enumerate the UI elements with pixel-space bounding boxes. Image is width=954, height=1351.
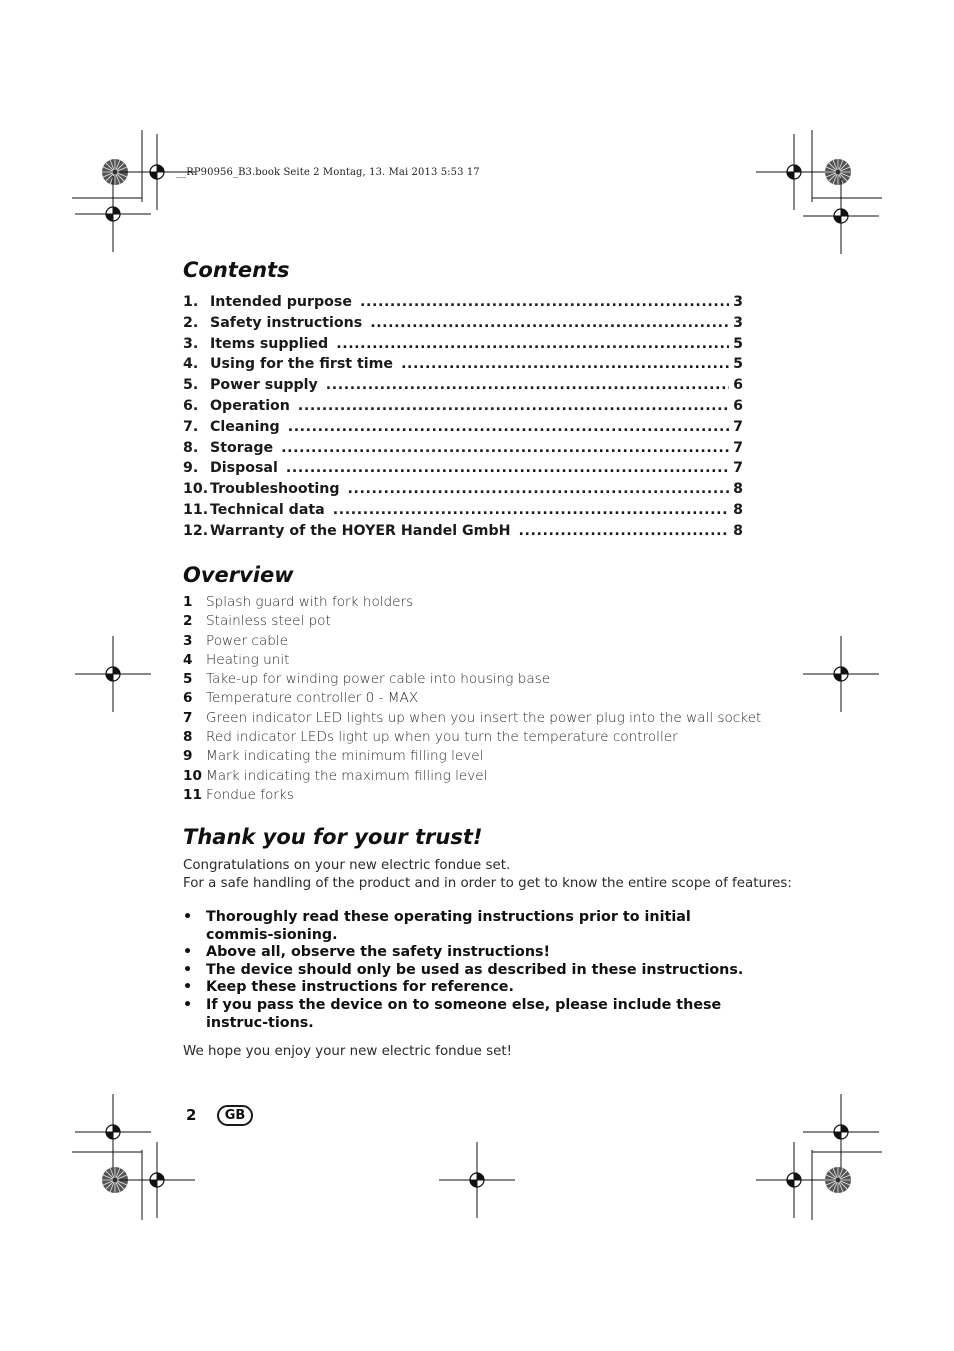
overview-heading: Overview bbox=[183, 563, 294, 587]
overview-item-text: Splash guard with fork holders bbox=[206, 594, 414, 610]
overview-item bbox=[183, 612, 783, 631]
toc-page: 7 bbox=[733, 439, 743, 456]
overview-item bbox=[183, 767, 783, 786]
overview-item-number: 2 bbox=[183, 613, 193, 630]
bullet-item bbox=[183, 979, 748, 997]
toc-leader bbox=[333, 500, 729, 521]
toc-page: 5 bbox=[733, 335, 743, 352]
language-badge: GB bbox=[217, 1105, 253, 1126]
toc-number: 7. bbox=[183, 418, 199, 435]
overview-item bbox=[183, 709, 783, 728]
bullet-item bbox=[183, 962, 748, 980]
toc-page: 6 bbox=[733, 397, 743, 414]
toc-leader bbox=[519, 521, 730, 542]
toc-page: 5 bbox=[733, 356, 743, 373]
toc-number: 8. bbox=[183, 439, 199, 456]
bullet-text: Above all, observe the safety instructions! bbox=[206, 944, 551, 961]
overview-item-text: Heating unit bbox=[206, 651, 290, 668]
toc-title: Power supply bbox=[210, 377, 318, 394]
table-of-contents bbox=[183, 292, 743, 542]
toc-page: 7 bbox=[733, 418, 743, 435]
overview-item-number: 8 bbox=[183, 729, 193, 746]
toc-number: 9. bbox=[183, 460, 199, 477]
overview-list bbox=[183, 593, 783, 805]
thanks-heading: Thank you for your trust! bbox=[183, 825, 483, 849]
bullet-text: If you pass the device on to someone else, please include these instruc-tions. bbox=[206, 996, 722, 1031]
overview-item-number: 7 bbox=[183, 709, 193, 726]
toc-entry[interactable] bbox=[183, 375, 743, 396]
toc-leader bbox=[401, 354, 729, 375]
bullet-marker: • bbox=[183, 996, 193, 1013]
toc-entry[interactable] bbox=[183, 313, 743, 334]
overview-item-text: Fondue forks bbox=[206, 786, 294, 803]
toc-entry[interactable] bbox=[183, 292, 743, 313]
toc-leader bbox=[286, 458, 729, 479]
overview-item bbox=[183, 728, 783, 747]
bullet-text: The device should only be used as described in these instructions. bbox=[206, 961, 744, 978]
toc-title: Operation bbox=[210, 397, 290, 414]
toc-title: Troubleshooting bbox=[210, 481, 340, 498]
contents-heading: Contents bbox=[183, 258, 290, 282]
toc-page: 3 bbox=[733, 314, 743, 331]
closing-text: We hope you enjoy your new electric fondue set! bbox=[183, 1044, 512, 1059]
toc-title: Storage bbox=[210, 439, 274, 456]
overview-item bbox=[183, 786, 783, 805]
bullet-marker: • bbox=[183, 961, 193, 978]
toc-title: Using for the first time bbox=[210, 356, 394, 373]
overview-item-text: Red indicator LEDs light up when you turn the temperature controller bbox=[206, 729, 678, 746]
overview-item-text: Stainless steel pot bbox=[206, 613, 331, 630]
toc-leader bbox=[298, 396, 729, 417]
toc-entry[interactable] bbox=[183, 354, 743, 375]
toc-entry[interactable] bbox=[183, 479, 743, 500]
overview-item-number: 10 bbox=[183, 767, 202, 784]
toc-title: Cleaning bbox=[210, 418, 280, 435]
overview-item bbox=[183, 593, 783, 612]
toc-title: Technical data bbox=[210, 501, 325, 518]
toc-number: 11. bbox=[183, 501, 209, 518]
toc-leader bbox=[370, 313, 729, 334]
overview-item-number: 4 bbox=[183, 651, 193, 668]
overview-item bbox=[183, 651, 783, 670]
overview-item bbox=[183, 747, 783, 766]
toc-leader bbox=[360, 292, 729, 313]
toc-number: 5. bbox=[183, 377, 199, 394]
toc-page: 8 bbox=[733, 501, 743, 518]
overview-item-number: 1 bbox=[183, 594, 193, 610]
bullet-item bbox=[183, 997, 748, 1032]
toc-number: 4. bbox=[183, 356, 199, 373]
toc-number: 6. bbox=[183, 397, 199, 414]
toc-leader bbox=[336, 334, 729, 355]
safety-bullet-list bbox=[183, 909, 748, 1032]
overview-item-number: 6 bbox=[183, 690, 193, 707]
toc-entry[interactable] bbox=[183, 396, 743, 417]
overview-item-text: Take-up for winding power cable into housing base bbox=[206, 671, 551, 688]
overview-item-number: 3 bbox=[183, 632, 193, 649]
bullet-item bbox=[183, 944, 748, 962]
toc-leader bbox=[288, 417, 729, 438]
toc-entry[interactable] bbox=[183, 334, 743, 355]
bullet-marker: • bbox=[183, 979, 193, 996]
toc-leader bbox=[326, 375, 729, 396]
bullet-marker: • bbox=[183, 909, 193, 925]
bullet-marker: • bbox=[183, 944, 193, 961]
toc-number: 12. bbox=[183, 522, 209, 539]
toc-entry[interactable] bbox=[183, 438, 743, 459]
intro-text-1: Congratulations on your new electric fondue set. bbox=[183, 858, 511, 873]
overview-item bbox=[183, 689, 783, 708]
toc-title: Items supplied bbox=[210, 335, 329, 352]
toc-title: Warranty of the HOYER Handel GmbH bbox=[210, 522, 511, 539]
toc-page: 8 bbox=[733, 481, 743, 498]
toc-entry[interactable] bbox=[183, 417, 743, 438]
overview-item-number: 9 bbox=[183, 748, 193, 765]
toc-title: Safety instructions bbox=[210, 314, 363, 331]
toc-title: Disposal bbox=[210, 460, 278, 477]
file-info-header: __RP90956_B3.book Seite 2 Montag, 13. Mai 2013 5:53 17 bbox=[176, 167, 480, 178]
overview-item-text: Temperature controller 0 - MAX bbox=[206, 690, 419, 707]
toc-number: 2. bbox=[183, 314, 199, 331]
toc-entry[interactable] bbox=[183, 500, 743, 521]
toc-entry[interactable] bbox=[183, 458, 743, 479]
overview-item-text: Mark indicating the minimum filling level bbox=[206, 748, 484, 765]
bullet-text: Keep these instructions for reference. bbox=[206, 979, 514, 996]
overview-item bbox=[183, 632, 783, 651]
overview-item-number: 11 bbox=[183, 786, 202, 803]
bullet-item bbox=[183, 909, 748, 944]
toc-entry[interactable] bbox=[183, 521, 743, 542]
page-number: 2 bbox=[186, 1106, 197, 1124]
toc-page: 8 bbox=[733, 522, 743, 539]
overview-item-text: Mark indicating the maximum filling level bbox=[206, 767, 488, 784]
toc-leader bbox=[348, 479, 730, 500]
toc-page: 6 bbox=[733, 377, 743, 394]
toc-leader bbox=[281, 438, 729, 459]
toc-title: Intended purpose bbox=[210, 294, 352, 310]
intro-text-2: For a safe handling of the product and in order to get to know the entire scope of features: bbox=[183, 876, 792, 891]
overview-item bbox=[183, 670, 783, 689]
toc-number: 3. bbox=[183, 335, 199, 352]
bullet-text: Thoroughly read these operating instructions prior to initial commis-sioning. bbox=[206, 909, 691, 943]
toc-page: 7 bbox=[733, 460, 743, 477]
overview-item-text: Power cable bbox=[206, 632, 288, 649]
overview-item-number: 5 bbox=[183, 671, 193, 688]
toc-number: 10. bbox=[183, 481, 209, 498]
overview-item-text: Green indicator LED lights up when you insert the power plug into the wall socket bbox=[206, 709, 762, 726]
toc-number: 1. bbox=[183, 294, 199, 310]
toc-page: 3 bbox=[733, 294, 743, 310]
